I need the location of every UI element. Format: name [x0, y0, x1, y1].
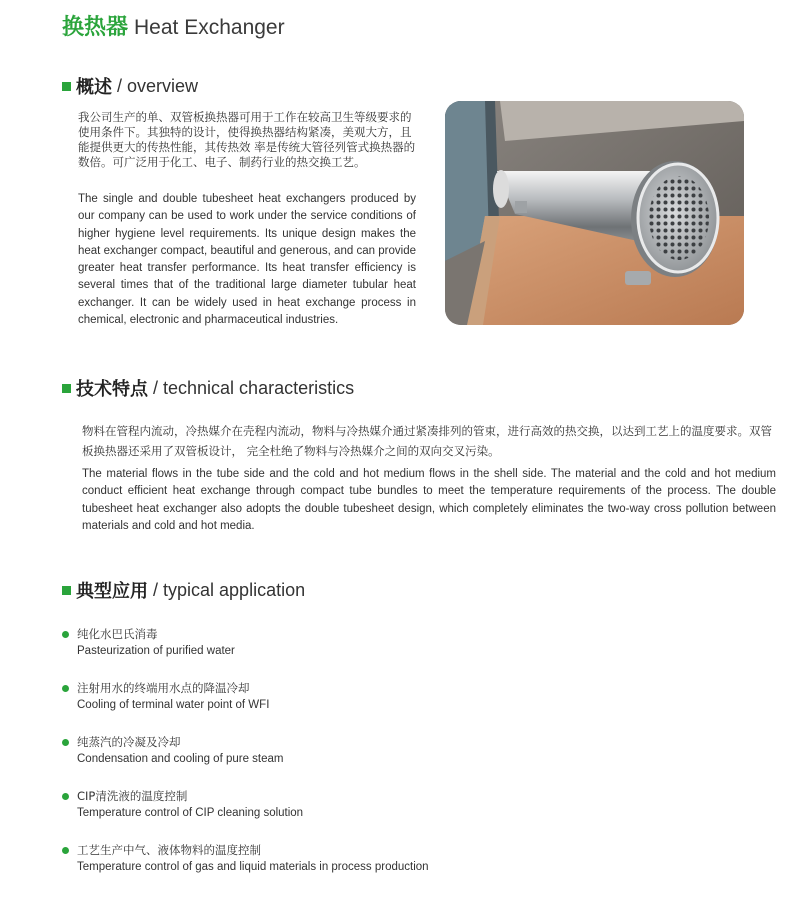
green-square-icon [62, 384, 71, 393]
heat-exchanger-photo [445, 101, 744, 325]
bullet-dot-icon [62, 631, 69, 638]
application-zh: CIP清洗液的温度控制 [77, 789, 188, 803]
page-title-zh: 换热器 [62, 15, 129, 40]
overview-heading-zh: 概述 [76, 77, 112, 98]
list-item [62, 680, 562, 734]
page-title-en: Heat Exchanger [134, 16, 285, 39]
green-square-icon [62, 586, 71, 595]
list-item [62, 788, 562, 842]
list-item [62, 842, 562, 896]
applications-heading-zh: 典型应用 [76, 581, 148, 602]
applications-heading-en: typical application [163, 579, 306, 600]
bullet-dot-icon [62, 793, 69, 800]
application-list [62, 626, 562, 896]
application-zh: 注射用水的终端用水点的降温冷却 [77, 681, 250, 695]
application-en: Temperature control of CIP cleaning solution [77, 807, 304, 819]
applications-heading [62, 577, 305, 603]
bullet-dot-icon [62, 847, 69, 854]
application-en: Cooling of terminal water point of WFI [77, 699, 270, 711]
application-en: Pasteurization of purified water [77, 645, 235, 657]
page-title [62, 10, 285, 40]
list-item [62, 734, 562, 788]
technical-heading [62, 375, 354, 401]
application-zh: 工艺生产中气、液体物料的温度控制 [77, 843, 261, 857]
overview-heading [62, 73, 198, 99]
technical-heading-zh: 技术特点 [76, 379, 148, 400]
overview-text-en: The single and double tubesheet heat exchangers produced by our company can be used to work under the service conditions of higher hygiene level requirements. Its unique design makes the heat exchanger compact, beautiful and generous, and can provide greater heat transfer performance. Its heat transfer efficiency is several times that of the traditional large diameter tubular heat exchanger. It can be widely used in heat exchange process in chemical, electronic and pharmaceutical industries. [78, 193, 416, 327]
list-item [62, 626, 562, 680]
overview-heading-en: overview [127, 75, 199, 96]
green-square-icon [62, 82, 71, 91]
bullet-dot-icon [62, 739, 69, 746]
application-zh: 纯化水巴氏消毒 [77, 627, 158, 641]
overview-text-zh: 我公司生产的单、双管板换热器可用于工作在较高卫生等级要求的使用条件下。其独特的设计，使得换热器结构紧凑，美观大方，且能提供更大的传热性能，其传热效 率是传统大管径列管式换热器的数倍。可广泛用于化工、电子、制药行业的热交换工艺。 [78, 110, 416, 169]
heading-separator: / [153, 579, 159, 600]
heading-separator: / [153, 377, 159, 398]
heading-separator: / [117, 75, 123, 96]
technical-text-zh: 物料在管程内流动，冷热媒介在壳程内流动，物料与冷热媒介通过紧凑排列的管束，进行高效的热交换，以达到工艺上的温度要求。双管板换热器还采用了双管板设计， 完全杜绝了物料与冷热媒介之间的双向交叉污染。 [82, 424, 772, 458]
bullet-dot-icon [62, 685, 69, 692]
application-zh: 纯蒸汽的冷凝及冷却 [77, 735, 181, 749]
technical-heading-en: technical characteristics [163, 377, 355, 398]
application-en: Condensation and cooling of pure steam [77, 753, 284, 765]
application-en: Temperature control of gas and liquid materials in process production [77, 861, 429, 873]
technical-text-en: The material flows in the tube side and the cold and hot medium flows in the shell side. The material and the cold and hot medium conduct efficient heat exchange through compact tube bundles to meet the temperature requirements of the process. The double tubesheet heat exchanger also adopts the double tubesheet design, which completely eliminates the two-way cross pollution between materials and cold and hot media. [82, 468, 776, 532]
